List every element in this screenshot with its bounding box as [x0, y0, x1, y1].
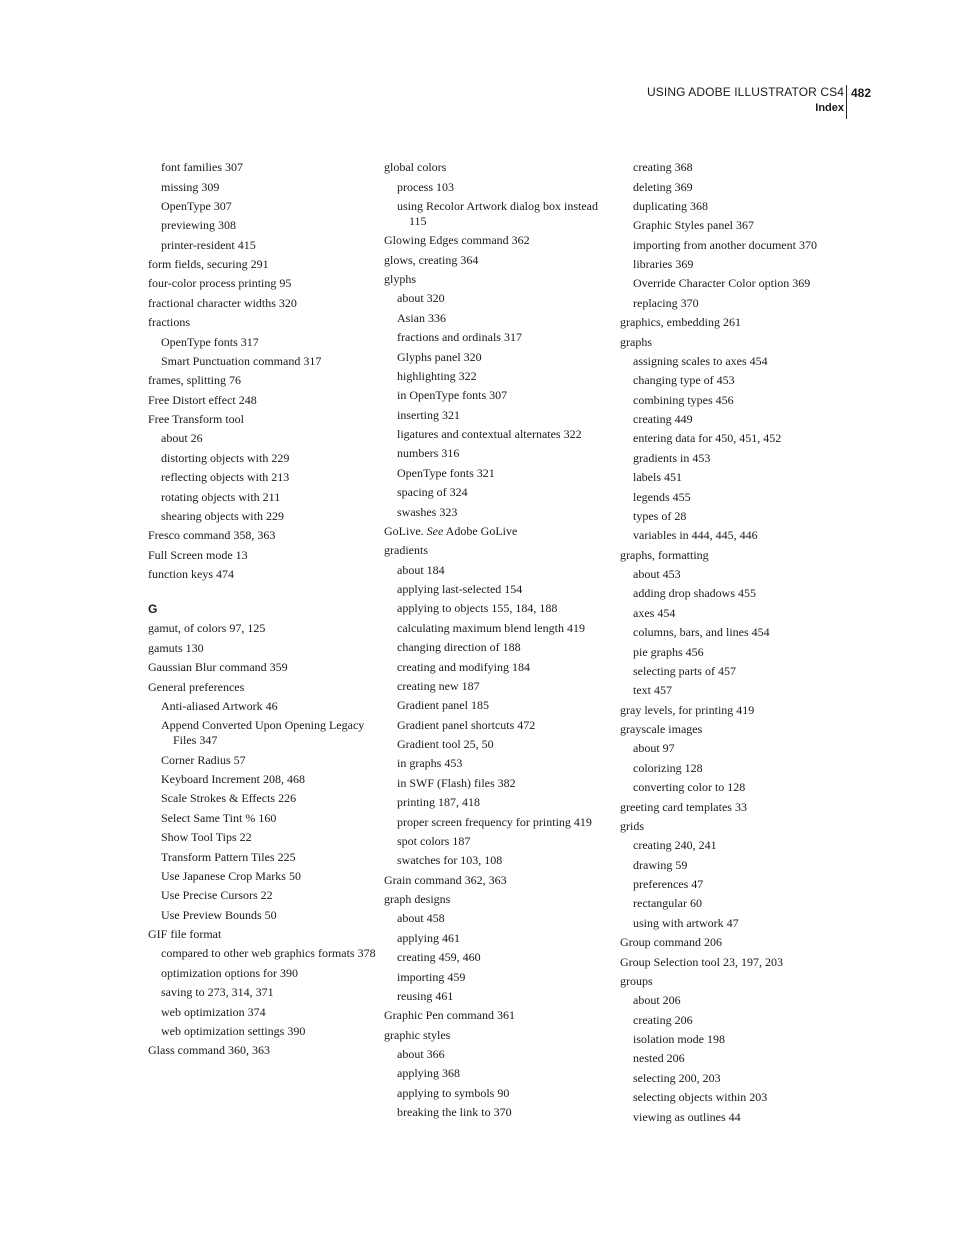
index-subentry: Select Same Tint % 160	[161, 810, 277, 825]
index-subentry: Glyphs panel 320	[397, 349, 482, 364]
index-subentry: applying last-selected 154	[397, 582, 523, 597]
running-header	[600, 84, 844, 116]
index-entry: graphic styles	[384, 1027, 451, 1042]
index-entry: graphs, formatting	[620, 547, 709, 562]
index-entry: global colors	[384, 160, 447, 175]
index-subentry: viewing as outlines 44	[633, 1109, 741, 1124]
index-subentry: breaking the link to 370	[397, 1105, 512, 1120]
header-divider	[846, 85, 847, 119]
index-subentry: applying to objects 155, 184, 188	[397, 601, 558, 616]
index-subentry: adding drop shadows 455	[633, 586, 756, 601]
index-entry: Fresco command 358, 363	[148, 528, 276, 543]
index-subentry: legends 455	[633, 489, 691, 504]
index-subentry: converting color to 128	[633, 780, 746, 795]
index-subentry: in graphs 453	[397, 756, 463, 771]
index-subentry: creating new 187	[397, 678, 480, 693]
index-subentry: numbers 316	[397, 446, 460, 461]
index-entry: gamut, of colors 97, 125	[148, 621, 266, 636]
index-subentry: axes 454	[633, 605, 676, 620]
index-entry: groups	[620, 973, 653, 988]
index-subentry: reusing 461	[397, 988, 454, 1003]
index-subentry: labels 451	[633, 470, 682, 485]
book-title: USING ADOBE ILLUSTRATOR CS4	[647, 85, 844, 99]
index-subentry: creating and modifying 184	[397, 659, 530, 674]
index-subentry: about 458	[397, 911, 445, 926]
index-subentry: highlighting 322	[397, 368, 477, 383]
index-subentry: types of 28	[633, 508, 687, 523]
index-entry	[384, 522, 616, 541]
index-subentry: distorting objects with 229	[161, 450, 290, 465]
index-subentry: calculating maximum blend length 419	[397, 620, 585, 635]
index-entry: four-color process printing 95	[148, 276, 292, 291]
index-entry: frames, splitting 76	[148, 373, 241, 388]
index-entry: Group command 206	[620, 935, 722, 950]
index-subentry: selecting 200, 203	[633, 1070, 721, 1085]
index-subentry: proper screen frequency for printing 419	[397, 814, 592, 829]
index-subentry: saving to 273, 314, 371	[161, 985, 274, 1000]
index-subentry: text 457	[633, 683, 672, 698]
index-entry: Group Selection tool 23, 197, 203	[620, 954, 783, 969]
index-subentry: variables in 444, 445, 446	[633, 528, 758, 543]
index-subentry: Append Converted Upon Opening Legacy Files 347	[161, 718, 365, 748]
index-subentry: ligatures and contextual alternates 322	[397, 427, 582, 442]
index-subentry: inserting 321	[397, 407, 460, 422]
index-subentry: selecting objects within 203	[633, 1090, 768, 1105]
index-subentry: libraries 369	[633, 257, 694, 272]
index-subentry: web optimization 374	[161, 1004, 266, 1019]
index-letter-heading: G	[148, 602, 158, 617]
index-subentry: process 103	[397, 179, 454, 194]
index-entry: Glass command 360, 363	[148, 1043, 270, 1058]
index-subentry: shearing objects with 229	[161, 508, 284, 523]
index-subentry: swatches for 103, 108	[397, 853, 503, 868]
index-subentry: Gradient tool 25, 50	[397, 737, 494, 752]
index-subentry: creating 449	[633, 412, 693, 427]
index-subentry: importing from another document 370	[633, 237, 817, 252]
index-subentry: Gradient panel 185	[397, 698, 489, 713]
index-column-2	[384, 158, 616, 1122]
index-subentry: printer-resident 415	[161, 237, 256, 252]
index-subentry: changing type of 453	[633, 373, 735, 388]
see-reference: See	[426, 523, 444, 538]
index-entry: grids	[620, 818, 644, 833]
index-subentry: colorizing 128	[633, 760, 703, 775]
index-subentry: OpenType fonts 317	[161, 334, 259, 349]
index-entry: glyphs	[384, 272, 417, 287]
index-subentry: about 453	[633, 567, 681, 582]
index-subentry: OpenType fonts 321	[397, 465, 495, 480]
index-subentry: replacing 370	[633, 295, 699, 310]
index-subentry: reflecting objects with 213	[161, 470, 290, 485]
index-subentry: applying to symbols 90	[397, 1085, 510, 1100]
index-entry: General preferences	[148, 679, 245, 694]
see-target: Adobe GoLive	[445, 523, 518, 538]
index-subentry: creating 459, 460	[397, 950, 481, 965]
index-subentry: web optimization settings 390	[161, 1023, 306, 1038]
index-subentry: about 206	[633, 993, 681, 1008]
index-subentry: rectangular 60	[633, 896, 702, 911]
index-entry: Glowing Edges command 362	[384, 233, 530, 248]
index-subentry: creating 206	[633, 1012, 693, 1027]
index-subentry: Gradient panel shortcuts 472	[397, 717, 536, 732]
index-subentry: Anti-aliased Artwork 46	[161, 698, 278, 713]
index-subentry: Override Character Color option 369	[633, 276, 811, 291]
index-entry: greeting card templates 33	[620, 799, 747, 814]
index-subentry: changing direction of 188	[397, 640, 521, 655]
index-entry: GIF file format	[148, 927, 222, 942]
index-entry-term: GoLive.	[384, 523, 424, 538]
index-subentry: isolation mode 198	[633, 1032, 725, 1047]
index-subentry: Smart Punctuation command 317	[161, 353, 322, 368]
index-subentry: entering data for 450, 451, 452	[633, 431, 782, 446]
index-subentry: deleting 369	[633, 179, 693, 194]
index-column-3	[620, 158, 852, 1127]
index-subentry: missing 309	[161, 179, 220, 194]
index-subentry: about 97	[633, 741, 675, 756]
index-subentry: Transform Pattern Tiles 225	[161, 849, 296, 864]
index-entry: Free Distort effect 248	[148, 392, 257, 407]
index-subentry: applying 368	[397, 1066, 460, 1081]
index-subentry: Corner Radius 57	[161, 752, 246, 767]
section-label: Index	[815, 102, 844, 114]
index-subentry: swashes 323	[397, 504, 458, 519]
index-subentry: rotating objects with 211	[161, 489, 281, 504]
index-entry: Gaussian Blur command 359	[148, 660, 288, 675]
index-subentry: about 366	[397, 1047, 445, 1062]
index-subentry: printing 187, 418	[397, 795, 480, 810]
index-subentry: nested 206	[633, 1051, 685, 1066]
index-subentry: about 26	[161, 431, 203, 446]
index-subentry: Show Tool Tips 22	[161, 830, 252, 845]
index-subentry: creating 240, 241	[633, 838, 717, 853]
index-entry: gamuts 130	[148, 640, 204, 655]
index-subentry: applying 461	[397, 930, 460, 945]
index-subentry: drawing 59	[633, 857, 688, 872]
index-entry: gradients	[384, 543, 428, 558]
index-entry: graph designs	[384, 892, 451, 907]
index-subentry: preferences 47	[633, 877, 704, 892]
index-subentry: Use Preview Bounds 50	[161, 907, 277, 922]
index-subentry: Use Precise Cursors 22	[161, 888, 273, 903]
index-subentry: previewing 308	[161, 218, 236, 233]
index-subentry: duplicating 368	[633, 198, 708, 213]
index-subentry: creating 368	[633, 160, 693, 175]
index-subentry: about 320	[397, 291, 445, 306]
index-column-1	[148, 158, 380, 1061]
index-subentry: using Recolor Artwork dialog box instead 115	[397, 198, 598, 228]
page-number: 482	[851, 86, 872, 100]
index-entry: Grain command 362, 363	[384, 872, 507, 887]
index-subentry: Keyboard Increment 208, 468	[161, 772, 305, 787]
index-subentry: selecting parts of 457	[633, 663, 736, 678]
index-subentry: fractions and ordinals 317	[397, 330, 522, 345]
index-entry: Free Transform tool	[148, 412, 244, 427]
index-subentry: in SWF (Flash) files 382	[397, 775, 516, 790]
index-entry: graphics, embedding 261	[620, 315, 741, 330]
index-subentry: Scale Strokes & Effects 226	[161, 791, 297, 806]
index-subentry: Use Japanese Crop Marks 50	[161, 868, 301, 883]
index-subentry: compared to other web graphics formats 378	[161, 946, 376, 961]
index-subentry: font families 307	[161, 160, 243, 175]
index-subentry: Graphic Styles panel 367	[633, 218, 754, 233]
index-subentry: in OpenType fonts 307	[397, 388, 508, 403]
index-entry: graphs	[620, 334, 652, 349]
index-subentry: importing 459	[397, 969, 466, 984]
index-entry: form fields, securing 291	[148, 257, 269, 272]
index-subentry: about 184	[397, 562, 445, 577]
index-subentry: assigning scales to axes 454	[633, 353, 768, 368]
index-subentry: spacing of 324	[397, 485, 468, 500]
index-subentry: gradients in 453	[633, 450, 711, 465]
index-subentry: spot colors 187	[397, 833, 471, 848]
index-entry: glows, creating 364	[384, 252, 479, 267]
index-subentry: pie graphs 456	[633, 644, 704, 659]
index-entry: grayscale images	[620, 722, 703, 737]
index-entry: gray levels, for printing 419	[620, 702, 755, 717]
index-entry: function keys 474	[148, 567, 234, 582]
index-subentry: optimization options for 390	[161, 965, 298, 980]
index-subentry: using with artwork 47	[633, 915, 739, 930]
index-subentry: columns, bars, and lines 454	[633, 625, 770, 640]
index-subentry: Asian 336	[397, 310, 446, 325]
index-entry: fractional character widths 320	[148, 295, 297, 310]
index-subentry: OpenType 307	[161, 198, 232, 213]
index-subentry: combining types 456	[633, 392, 734, 407]
index-entry: Graphic Pen command 361	[384, 1008, 515, 1023]
index-entry: Full Screen mode 13	[148, 547, 248, 562]
index-entry: fractions	[148, 315, 190, 330]
